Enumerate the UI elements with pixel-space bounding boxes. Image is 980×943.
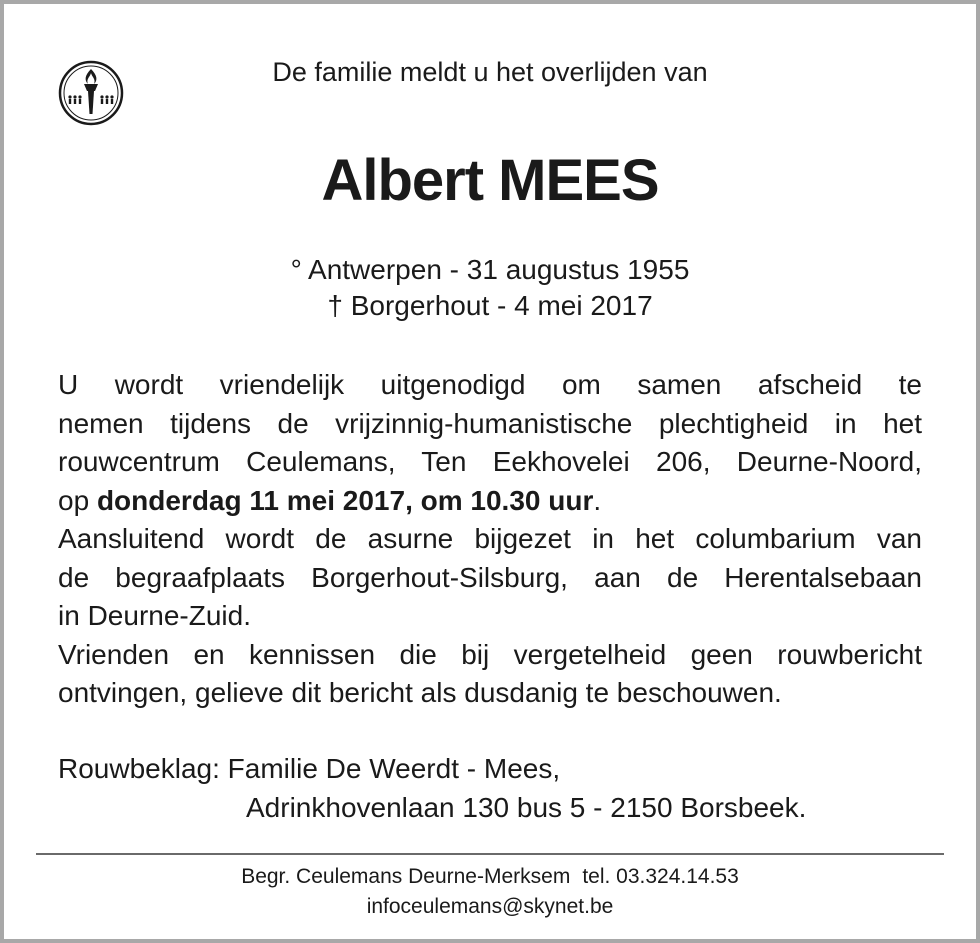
funeral-home-email: infoceulemans@skynet.be	[366, 895, 614, 918]
ceremony-datetime: donderdag 11 mei 2017, om 10.30 uur	[96, 484, 594, 516]
condolences-block	[58, 750, 938, 827]
life-dates	[0, 252, 980, 324]
ceremony-line: rouwcentrum Ceulemans, Ten Eekhovelei 206, Deurne-Noord,	[58, 446, 922, 477]
ceremony-line: Vrienden en kennissen die bij vergetelheid geen rouwbericht	[58, 638, 922, 670]
ceremony-line: de begraafplaats Borgerhout-Silsburg, aan de Herentalsebaan	[58, 561, 922, 593]
intro-text: De familie meldt u het overlijden van	[272, 57, 708, 87]
ceremony-line: ontvingen, gelieve dit bericht als dusdanig te beschouwen.	[58, 677, 782, 708]
birth-line: ° Antwerpen - 31 augustus 1955	[290, 254, 690, 285]
death-line: † Borgerhout - 4 mei 2017	[327, 290, 653, 321]
footer-divider	[36, 853, 944, 855]
ceremony-line: Aansluitend wordt de asurne bijgezet in het columbarium van	[58, 523, 922, 554]
deceased-name: Albert MEES	[321, 148, 659, 213]
ceremony-text	[58, 366, 922, 713]
ceremony-line: nemen tijdens de vrijzinnig-humanistische plechtigheid in het	[58, 407, 922, 439]
date-prefix: op	[58, 484, 97, 516]
ceremony-date-line	[58, 482, 922, 521]
footer	[0, 862, 980, 922]
condolences-label: Rouwbeklag: Familie De Weerdt - Mees,	[58, 753, 561, 784]
funeral-home-name: Begr. Ceulemans Deurne-Merksem	[241, 865, 571, 888]
funeral-home-phone: tel. 03.324.14.53	[582, 865, 739, 888]
footer-company-line	[0, 862, 980, 892]
date-suffix: .	[593, 484, 602, 516]
condolences-address: Adrinkhovenlaan 130 bus 5 - 2150 Borsbeek.	[246, 791, 807, 823]
ceremony-line: in Deurne-Zuid.	[58, 600, 251, 631]
ceremony-line: U wordt vriendelijk uitgenodigd om samen afscheid te	[58, 369, 922, 400]
